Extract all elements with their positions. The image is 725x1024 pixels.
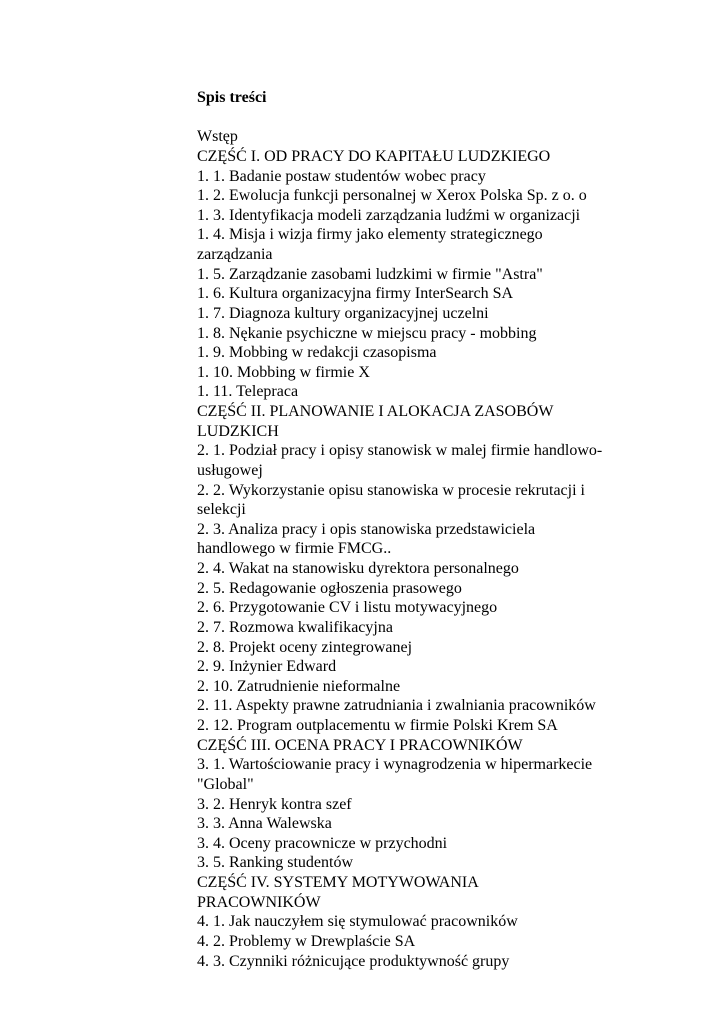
- toc-entry: PRACOWNIKÓW: [197, 893, 321, 911]
- toc-entry: usługowej: [197, 461, 263, 479]
- document-page: [197, 88, 647, 971]
- toc-entry: 2. 3. Analiza pracy i opis stanowiska przedstawiciela: [197, 520, 536, 538]
- toc-part-heading: CZĘŚĆ III. OCENA PRACY I PRACOWNIKÓW: [197, 736, 523, 754]
- toc-entry: 3. 1. Wartościowanie pracy i wynagrodzenia w hipermarkecie: [197, 756, 593, 774]
- toc-entry: 2. 10. Zatrudnienie nieformalne: [197, 677, 401, 695]
- toc-entry: zarządzania: [197, 246, 273, 264]
- toc-entry: 3. 3. Anna Walewska: [197, 815, 332, 833]
- toc-part-heading: CZĘŚĆ II. PLANOWANIE I ALOKACJA ZASOBÓW: [197, 403, 554, 421]
- toc-entry: 2. 4. Wakat na stanowisku dyrektora personalnego: [197, 560, 519, 578]
- toc-entry: "Global": [197, 775, 254, 793]
- toc-part-heading: CZĘŚĆ I. OD PRACY DO KAPITAŁU LUDZKIEGO: [197, 147, 551, 165]
- toc-entry: 1. 1. Badanie postaw studentów wobec pracy: [197, 167, 486, 185]
- toc-entry: 2. 7. Rozmowa kwalifikacyjna: [197, 618, 393, 636]
- toc-entry: 4. 3. Czynniki różnicujące produktywność grupy: [197, 952, 510, 970]
- toc-entry: 2. 1. Podział pracy i opisy stanowisk w malej firmie handlowo-: [197, 442, 603, 460]
- toc-introduction: Wstęp: [197, 128, 238, 146]
- toc-entry: 1. 6. Kultura organizacyjna firmy InterSearch SA: [197, 285, 514, 303]
- toc-entry: 3. 4. Oceny pracownicze w przychodni: [197, 834, 448, 852]
- toc-title: Spis treści: [197, 89, 267, 106]
- toc-entry: 1. 3. Identyfikacja modeli zarządzania ludźmi w organizacji: [197, 206, 581, 224]
- toc-entry: 1. 4. Misja i wizja firmy jako elementy strategicznego: [197, 226, 543, 244]
- toc-entry: 4. 2. Problemy w Drewplaście SA: [197, 932, 416, 950]
- toc-entry: LUDZKICH: [197, 422, 279, 440]
- toc-entry: 2. 12. Program outplacementu w firmie Polski Krem SA: [197, 717, 558, 735]
- toc-entry: 1. 9. Mobbing w redakcji czasopisma: [197, 344, 437, 362]
- toc-entry: 1. 7. Diagnoza kultury organizacyjnej uczelni: [197, 304, 489, 322]
- toc-entry: 1. 5. Zarządzanie zasobami ludzkimi w firmie "Astra": [197, 265, 543, 283]
- toc-entry: 3. 2. Henryk kontra szef: [197, 795, 352, 813]
- toc-entry: 2. 2. Wykorzystanie opisu stanowiska w procesie rekrutacji i: [197, 481, 585, 499]
- toc-entry: 3. 5. Ranking studentów: [197, 854, 353, 872]
- toc-entry: handlowego w firmie FMCG..: [197, 540, 392, 558]
- toc-part-heading: CZĘŚĆ IV. SYSTEMY MOTYWOWANIA: [197, 874, 479, 892]
- toc-entry: selekcji: [197, 501, 246, 519]
- toc-entry: 2. 5. Redagowanie ogłoszenia prasowego: [197, 579, 462, 597]
- toc-entry: 1. 11. Telepraca: [197, 383, 299, 401]
- toc-entry: 2. 9. Inżynier Edward: [197, 658, 337, 676]
- toc-entry: 1. 8. Nękanie psychiczne w miejscu pracy - mobbing: [197, 324, 537, 342]
- toc-entry: 2. 8. Projekt oceny zintegrowanej: [197, 638, 413, 656]
- toc-entry: 1. 2. Ewolucja funkcji personalnej w Xerox Polska Sp. z o. o: [197, 187, 587, 205]
- toc-entry: 2. 11. Aspekty prawne zatrudniania i zwalniania pracowników: [197, 697, 596, 715]
- toc-entry: 1. 10. Mobbing w firmie X: [197, 363, 370, 381]
- toc-entry: 2. 6. Przygotowanie CV i listu motywacyjnego: [197, 599, 498, 617]
- toc-list: [197, 127, 647, 971]
- toc-entry: 4. 1. Jak nauczyłem się stymulować pracowników: [197, 913, 518, 931]
